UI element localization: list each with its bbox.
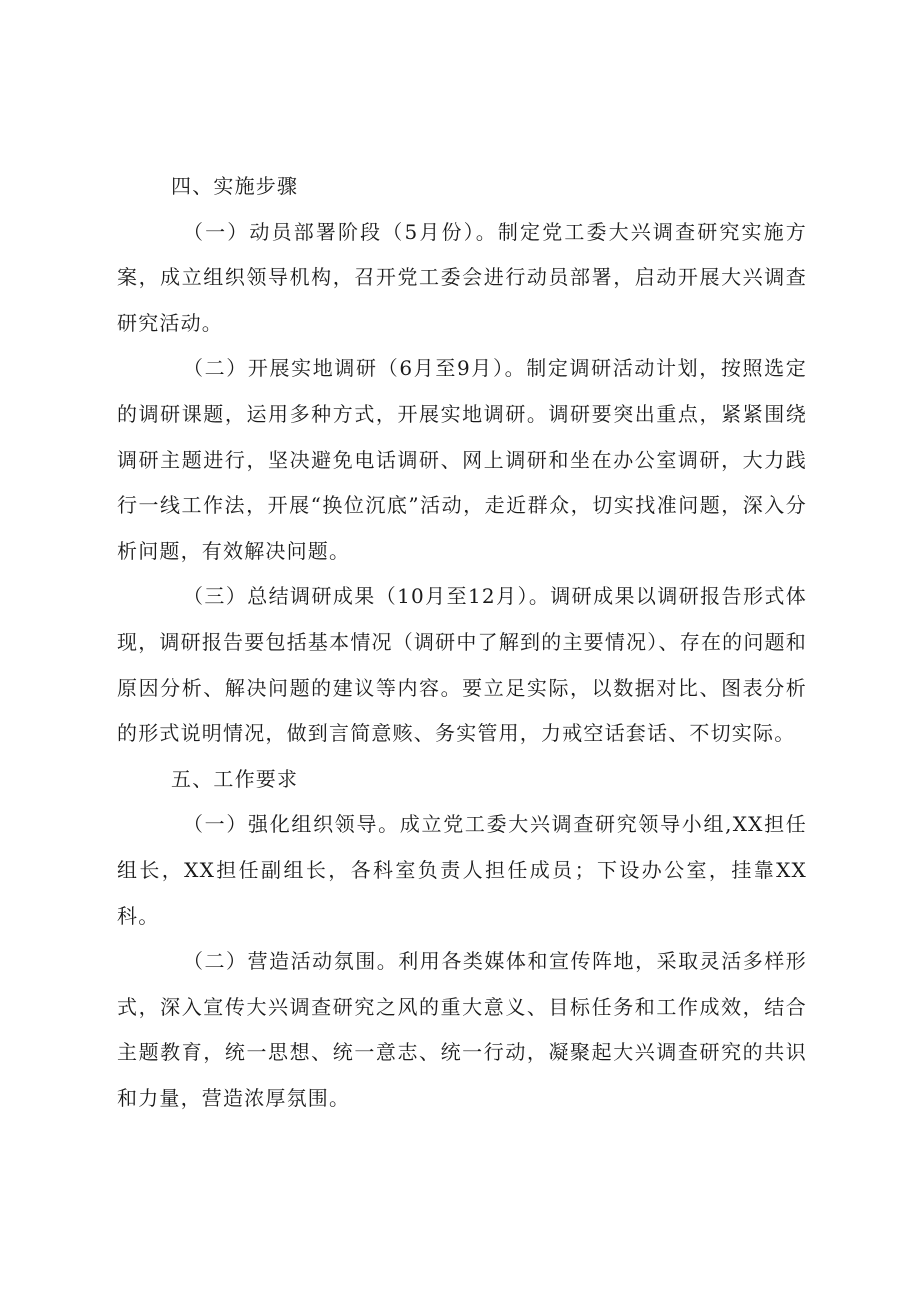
paragraph-field-research-stage: （二）开展实地调研（6月至9月）。制定调研活动计划，按照选定的调研课题，运用多种方式，开展实地调研。调研要突出重点，紧紧围绕调研主题进行，坚决避免电话调研、网上调研和坐在办公室调研，大力践行一线工作法，开展“换位沉底”活动，走近群众，切实找准问题，深入分析问题，有效解决问题。: [117, 356, 807, 563]
paragraph-activity-atmosphere: （二）营造活动氛围。利用各类媒体和宣传阵地，采取灵活多样形式，深入宣传大兴调查研究之风的重大意义、目标任务和工作成效，结合主题教育，统一思想、统一意志、统一行动，凝聚起大兴调查研究的共识和力量，营造浓厚氛围。: [117, 949, 807, 1110]
section-heading-implementation-steps: 四、实施步骤: [171, 174, 299, 198]
paragraph-summary-stage: （三）总结调研成果（10月至12月）。调研成果以调研报告形式体现，调研报告要包括基本情况（调研中了解到的主要情况）、存在的问题和原因分析、解决问题的建议等内容。要立足实际，以数据对比、图表分析的形式说明情况，做到言简意赅、务实管用，力戒空话套话、不切实际。: [117, 584, 807, 746]
document-body: [117, 164, 807, 1121]
paragraph-mobilization-stage: （一）动员部署阶段（5月份）。制定党工委大兴调查研究实施方案，成立组织领导机构，召开党工委会进行动员部署，启动开展大兴调查研究活动。: [117, 219, 807, 335]
paragraph-organization-leadership: （一）强化组织领导。成立党工委大兴调查研究领导小组,XX担任组长，XX担任副组长，各科室负责人担任成员；下设办公室，挂靠XX科。: [117, 812, 807, 928]
section-heading-work-requirements: 五、工作要求: [171, 766, 299, 791]
